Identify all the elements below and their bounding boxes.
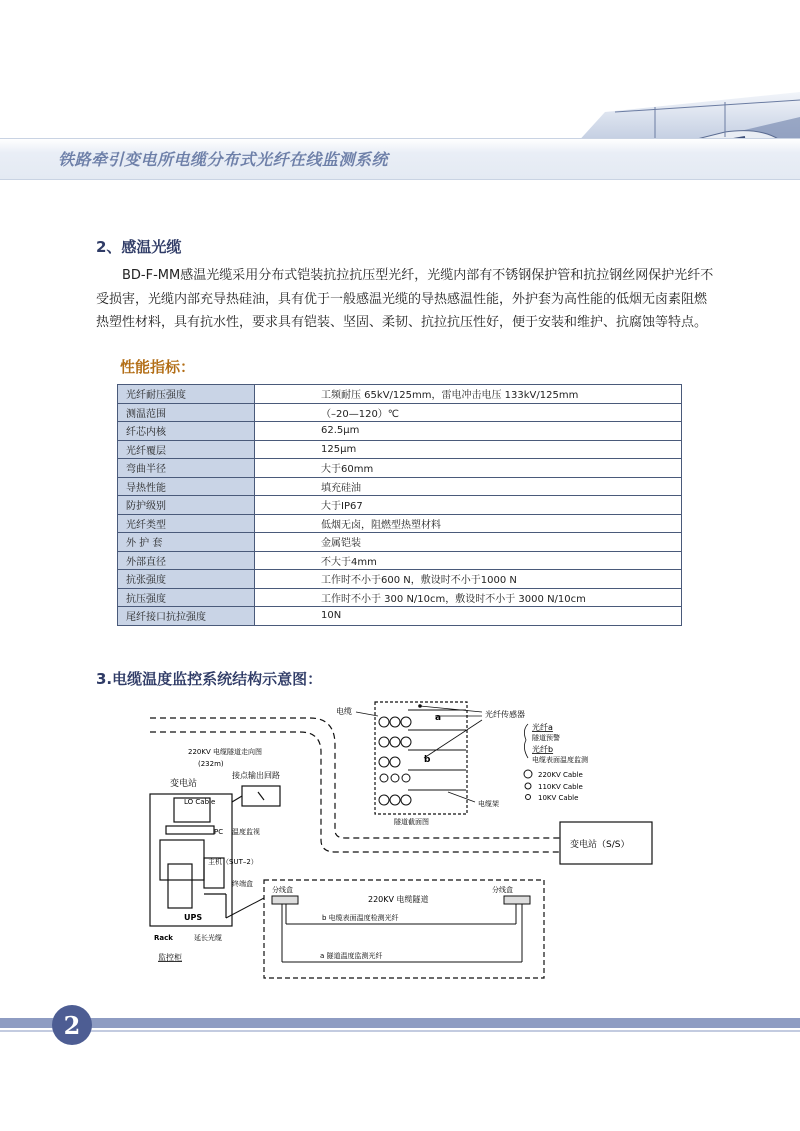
mark-b: b bbox=[424, 755, 431, 765]
host-label: 主机（SUT–2） bbox=[208, 858, 258, 866]
spec-value: 金属铠装 bbox=[255, 533, 682, 552]
spec-key: 光纤覆层 bbox=[118, 440, 255, 459]
legend-110: 110KV Cable bbox=[538, 783, 583, 791]
table-row bbox=[118, 422, 682, 441]
spec-value: 工作时不小于600 N，敷设时不小于1000 N bbox=[255, 570, 682, 589]
spec-key: 弯曲半径 bbox=[118, 459, 255, 478]
monitor-cabinet bbox=[150, 786, 280, 926]
legend-220: 220KV Cable bbox=[538, 771, 583, 779]
table-row bbox=[118, 459, 682, 478]
branch-box-left: 分线盒 bbox=[272, 886, 293, 894]
line-b-label: b 电缆表面温度检测光纤 bbox=[322, 914, 399, 922]
spec-key: 抗压强度 bbox=[118, 588, 255, 607]
surface-monitor-label: 电缆表面温度监测 bbox=[532, 756, 588, 764]
line-a-label: a 隧道温度监测光纤 bbox=[320, 952, 383, 960]
page-number: 2 bbox=[52, 1005, 92, 1045]
table-row bbox=[118, 514, 682, 533]
section-label: 隧道截面图 bbox=[394, 818, 429, 826]
cable-label: 电缆 bbox=[336, 707, 352, 716]
table-row bbox=[118, 588, 682, 607]
spec-key: 抗张强度 bbox=[118, 570, 255, 589]
pc-label: PC bbox=[214, 828, 224, 836]
table-row bbox=[118, 607, 682, 626]
spec-title: 性能指标： bbox=[120, 358, 196, 376]
table-row bbox=[118, 551, 682, 570]
route-title: 220KV 电缆隧道走向图 bbox=[188, 748, 262, 756]
tunnel-title: 220KV 电缆隧道 bbox=[368, 895, 429, 904]
cable-route bbox=[150, 718, 560, 852]
spec-value: 填充硅油 bbox=[255, 477, 682, 496]
ups-label: UPS bbox=[184, 913, 203, 922]
table-row bbox=[118, 385, 682, 404]
spec-value: 工作时不小于 300 N/10cm，敷设时不小于 3000 N/10cm bbox=[255, 588, 682, 607]
legend-10: 10KV Cable bbox=[538, 794, 579, 802]
spec-value: 工频耐压 65kV/125mm，雷电冲击电压 133kV/125mm bbox=[255, 385, 682, 404]
spec-key: 测温范围 bbox=[118, 403, 255, 422]
spec-value: 10N bbox=[255, 607, 682, 626]
spec-value: 大于60mm bbox=[255, 459, 682, 478]
spec-value: 125μm bbox=[255, 440, 682, 459]
spec-value: 大于IP67 bbox=[255, 496, 682, 515]
table-row bbox=[118, 477, 682, 496]
contact-out-label: 接点输出回路 bbox=[232, 771, 280, 780]
fiber-a-label: 光纤a bbox=[532, 723, 553, 732]
section-2-paragraph: BD-F-MM感温光缆采用分布式铠装抗拉抗压型光纤，光缆内部有不锈钢保护管和抗拉钢丝网保护光纤不受损害，光缆内部充导热硅油，具有优于一般感温光缆的导热感温性能，外护套为高性能的低烟无卤素阻燃热塑性材料，具有抗水性，要求具有铠装、坚固、柔韧、抗拉抗压性好，便于安装和维护、抗腐蚀等特点。 bbox=[96, 268, 714, 330]
sensor-label: 光纤传感器 bbox=[485, 710, 525, 719]
ss-box: 变电站（S/S） bbox=[570, 840, 630, 850]
header-title: 铁路牵引变电所电缆分布式光纤在线监测系统 bbox=[58, 150, 389, 169]
spec-key: 纤芯内核 bbox=[118, 422, 255, 441]
spec-key: 导热性能 bbox=[118, 477, 255, 496]
footer-bar bbox=[0, 1018, 800, 1028]
monitor-cabinet-label: 监控柜 bbox=[158, 953, 182, 962]
route-length: (232m) bbox=[198, 760, 224, 768]
temp-monitor-label: 温度监视 bbox=[232, 828, 260, 836]
spec-key: 光纤类型 bbox=[118, 514, 255, 533]
spec-key: 光纤耐压强度 bbox=[118, 385, 255, 404]
substation-label: 变电站 bbox=[170, 779, 198, 789]
spec-key: 防护级别 bbox=[118, 496, 255, 515]
tunnel-alarm-label: 隧道预警 bbox=[532, 734, 560, 742]
table-row bbox=[118, 403, 682, 422]
footer-thin-line bbox=[0, 1030, 800, 1032]
section-3-title: 3.电缆温度监控系统结构示意图： bbox=[96, 670, 323, 688]
system-diagram bbox=[130, 690, 690, 990]
table-row bbox=[118, 440, 682, 459]
spec-key: 外部直径 bbox=[118, 551, 255, 570]
rack-text: Rack bbox=[154, 934, 173, 942]
spec-key: 尾纤接口抗拉强度 bbox=[118, 607, 255, 626]
tunnel-section bbox=[375, 702, 467, 826]
table-row bbox=[118, 533, 682, 552]
spec-value: 62.5μm bbox=[255, 422, 682, 441]
mark-a: a bbox=[435, 713, 442, 723]
terminal-box-label: 终端盒 bbox=[232, 880, 253, 888]
cable-legend bbox=[524, 770, 583, 802]
table-row bbox=[118, 496, 682, 515]
branch-box-right: 分线盒 bbox=[492, 886, 513, 894]
table-row bbox=[118, 570, 682, 589]
fiber-b-label: 光纤b bbox=[532, 745, 554, 754]
rack-label: 电缆架 bbox=[478, 800, 499, 808]
lo-cable-label: LO Cable bbox=[184, 798, 216, 806]
section-2-title: 2、感温光缆 bbox=[96, 238, 182, 256]
spec-table bbox=[117, 384, 682, 626]
spec-value: 低烟无卤，阻燃型热塑材料 bbox=[255, 514, 682, 533]
spec-value: 不大于4mm bbox=[255, 551, 682, 570]
spec-key: 外 护 套 bbox=[118, 533, 255, 552]
spec-value: （–20—120）℃ bbox=[255, 403, 682, 422]
ext-cable-label: 延长光缆 bbox=[194, 934, 222, 942]
